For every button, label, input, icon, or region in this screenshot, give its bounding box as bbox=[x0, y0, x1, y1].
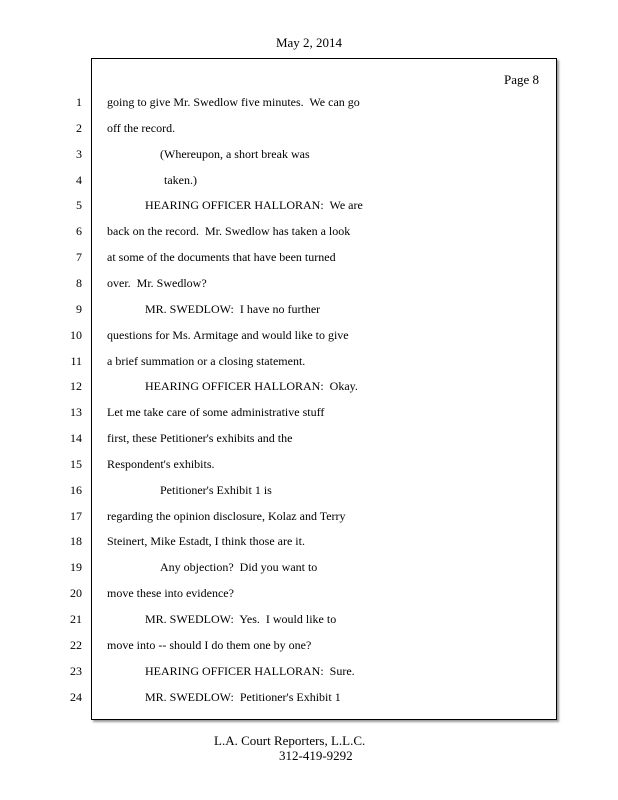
line-number: 4 bbox=[76, 173, 82, 187]
transcript-line: Steinert, Mike Estadt, I think those are it. bbox=[107, 534, 305, 548]
transcript-line: move into -- should I do them one by one? bbox=[107, 638, 312, 652]
line-number: 10 bbox=[70, 328, 82, 342]
line-number: 20 bbox=[70, 586, 82, 600]
line-number: 22 bbox=[70, 638, 82, 652]
transcript-line: first, these Petitioner's exhibits and the bbox=[107, 431, 293, 445]
line-number: 3 bbox=[76, 147, 82, 161]
line-number: 14 bbox=[70, 431, 82, 445]
page-number: Page 8 bbox=[504, 72, 540, 87]
footer-phone: 312-419-9292 bbox=[279, 748, 353, 763]
transcript-line: at some of the documents that have been turned bbox=[107, 250, 336, 264]
transcript-line: over. Mr. Swedlow? bbox=[107, 276, 207, 290]
transcript-line: questions for Ms. Armitage and would like to give bbox=[107, 328, 349, 342]
transcript-line: Let me take care of some administrative stuff bbox=[107, 405, 325, 419]
line-number: 1 bbox=[76, 95, 82, 109]
line-number: 8 bbox=[76, 276, 82, 290]
transcript-line: Respondent's exhibits. bbox=[107, 457, 215, 471]
line-number: 2 bbox=[76, 121, 82, 135]
line-number: 23 bbox=[70, 664, 82, 678]
header-date: May 2, 2014 bbox=[275, 35, 343, 50]
transcript-line: Any objection? Did you want to bbox=[160, 560, 318, 574]
transcript-line: going to give Mr. Swedlow five minutes. We can go bbox=[107, 95, 360, 109]
line-number: 17 bbox=[70, 509, 82, 523]
transcript-line: taken.) bbox=[164, 173, 197, 187]
transcript-line: regarding the opinion disclosure, Kolaz and Terry bbox=[107, 509, 346, 523]
transcript-line: HEARING OFFICER HALLORAN: Okay. bbox=[145, 379, 358, 393]
transcript-line: off the record. bbox=[107, 121, 176, 135]
line-number: 15 bbox=[70, 457, 82, 471]
line-number: 12 bbox=[70, 379, 82, 393]
transcript-line: a brief summation or a closing statement. bbox=[107, 354, 306, 368]
transcript-line: back on the record. Mr. Swedlow has taken a look bbox=[107, 224, 351, 238]
line-number: 13 bbox=[70, 405, 82, 419]
line-number: 5 bbox=[76, 198, 82, 212]
footer-company: L.A. Court Reporters, L.L.C. bbox=[214, 733, 366, 748]
transcript-line: MR. SWEDLOW: I have no further bbox=[145, 302, 321, 316]
transcript-line: HEARING OFFICER HALLORAN: We are bbox=[145, 198, 363, 212]
line-number: 19 bbox=[70, 560, 82, 574]
transcript-line: HEARING OFFICER HALLORAN: Sure. bbox=[145, 664, 355, 678]
transcript-line: MR. SWEDLOW: Petitioner's Exhibit 1 bbox=[145, 690, 341, 704]
transcript-line: (Whereupon, a short break was bbox=[160, 147, 310, 161]
transcript-line: Petitioner's Exhibit 1 is bbox=[160, 483, 272, 497]
line-number: 7 bbox=[76, 250, 82, 264]
line-number: 18 bbox=[70, 534, 82, 548]
transcript-line: move these into evidence? bbox=[107, 586, 234, 600]
line-number: 21 bbox=[70, 612, 82, 626]
line-number: 11 bbox=[70, 354, 82, 368]
line-number: 24 bbox=[70, 690, 82, 704]
transcript-line: MR. SWEDLOW: Yes. I would like to bbox=[145, 612, 337, 626]
line-number: 9 bbox=[76, 302, 82, 316]
line-number: 6 bbox=[76, 224, 82, 238]
line-number: 16 bbox=[70, 483, 82, 497]
